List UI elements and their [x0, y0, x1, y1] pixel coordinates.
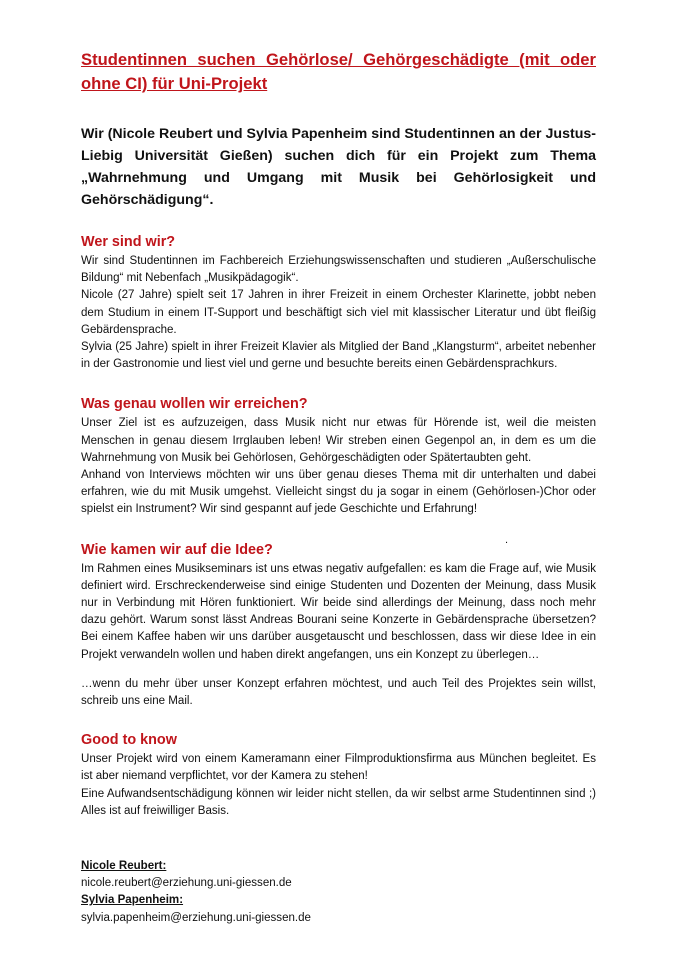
page-title: Studentinnen suchen Gehörlose/ Gehörgeschädigte (mit oder ohne CI) für Uni-Projekt	[81, 50, 596, 93]
section-heading: Wer sind wir?	[81, 234, 176, 250]
contact-name: Nicole Reubert:	[81, 860, 167, 873]
section-wer-sind-wir	[81, 232, 596, 373]
contact-email-link[interactable]: sylvia.papenheim@erziehung.uni-giessen.de	[81, 911, 311, 924]
paragraph: Eine Aufwandsentschädigung können wir leider nicht stellen, da wir selbst arme Studentinnen sind ;) Alles ist auf freiwilliger Basis.	[81, 787, 596, 817]
paragraph: Wir sind Studentinnen im Fachbereich Erziehungswissenschaften und studieren „Außerschulische Bildung“ mit Nebenfach „Musikpädagogik“.	[81, 255, 596, 285]
paragraph: Unser Projekt wird von einem Kameramann einer Filmproduktionsfirma aus München begleitet. Es ist aber niemand verpflichtet, vor der Kamera zu stehen!	[81, 753, 596, 783]
section-heading: Good to know	[81, 732, 177, 749]
closing-text: …wenn du mehr über unser Konzept erfahren möchtest, und auch Teil des Projektes sein willst, schreib uns eine Mail.	[81, 677, 596, 708]
section-heading: Was genau wollen wir erreichen?	[81, 396, 308, 413]
paragraph: Nicole (27 Jahre) spielt seit 17 Jahren in ihrer Freizeit in einem Orchester Klarinette, jobbt neben dem Studium in einem IT-Support und beschäftigt sich viel mit klassischer Literatur und übt fleißig Gebärdensprache.	[81, 289, 596, 336]
contact-email-link[interactable]: nicole.reubert@erziehung.uni-giessen.de	[81, 877, 292, 890]
section-was-erreichen	[81, 394, 596, 518]
section-idee	[81, 540, 596, 664]
contact-list	[81, 858, 596, 927]
intro-text: Wir (Nicole Reubert und Sylvia Papenheim sind Studentinnen an der Justus-Liebig Universität Gießen) suchen dich für ein Projekt zum Thema „Wahrnehmung und Umgang mit Musik bei Gehörlosigkeit und Gehörschädigung“.	[81, 126, 596, 208]
section-heading: Wie kamen wir auf die Idee?	[81, 541, 273, 558]
paragraph: Unser Ziel ist es aufzuzeigen, dass Musik nicht nur etwas für Hörende ist, weil die meisten Menschen in genau diesem Irrglauben leben! Wir streben einen Gegenpol an, in dem es um die Wahrnehmung von Musik bei Gehörlosen, Gehörgeschädigten oder Spätertaubten geht.	[81, 417, 596, 464]
paragraph: Anhand von Interviews möchten wir uns über genau dieses Thema mit dir unterhalten und dabei erfahren, wie du mit Musik umgehst. Vielleicht singst du ja sogar in einem (Gehörlosen-)Chor oder spielst ein Instrument? Wir sind gespannt auf jede Geschichte und Erfahrung!	[81, 469, 596, 516]
stray-dot: .	[505, 534, 509, 546]
section-good-to-know	[81, 730, 596, 820]
contact-name: Sylvia Papenheim:	[81, 894, 184, 907]
paragraph: Sylvia (25 Jahre) spielt in ihrer Freizeit Klavier als Mitglied der Band „Klangsturm“, arbeitet nebenher in der Gastronomie und liest viel und gerne und besuchte bereits einen Gebärdensprachkurs.	[81, 341, 596, 371]
paragraph: Im Rahmen eines Musikseminars ist uns etwas negativ aufgefallen: es kam die Frage auf, wie Musik definiert wird. Erschreckenderweise sind einige Studenten und Dozenten der Meinung, dass Musik nur in Verbindung mit Hören funktioniert. Wir beide sind allerdings der Meinung, dass noch mehr dazu gehört. Warum sonst lässt Andreas Bourani seine Konzerte in Gebärdensprache übersetzen? Bei einem Kaffee haben wir uns darüber ausgetauscht und beschlossen, dass wir diese Idee in ein Projekt verwandeln wollen und haben direkt angefangen, uns ein Konzept zu überlegen…	[81, 562, 596, 661]
